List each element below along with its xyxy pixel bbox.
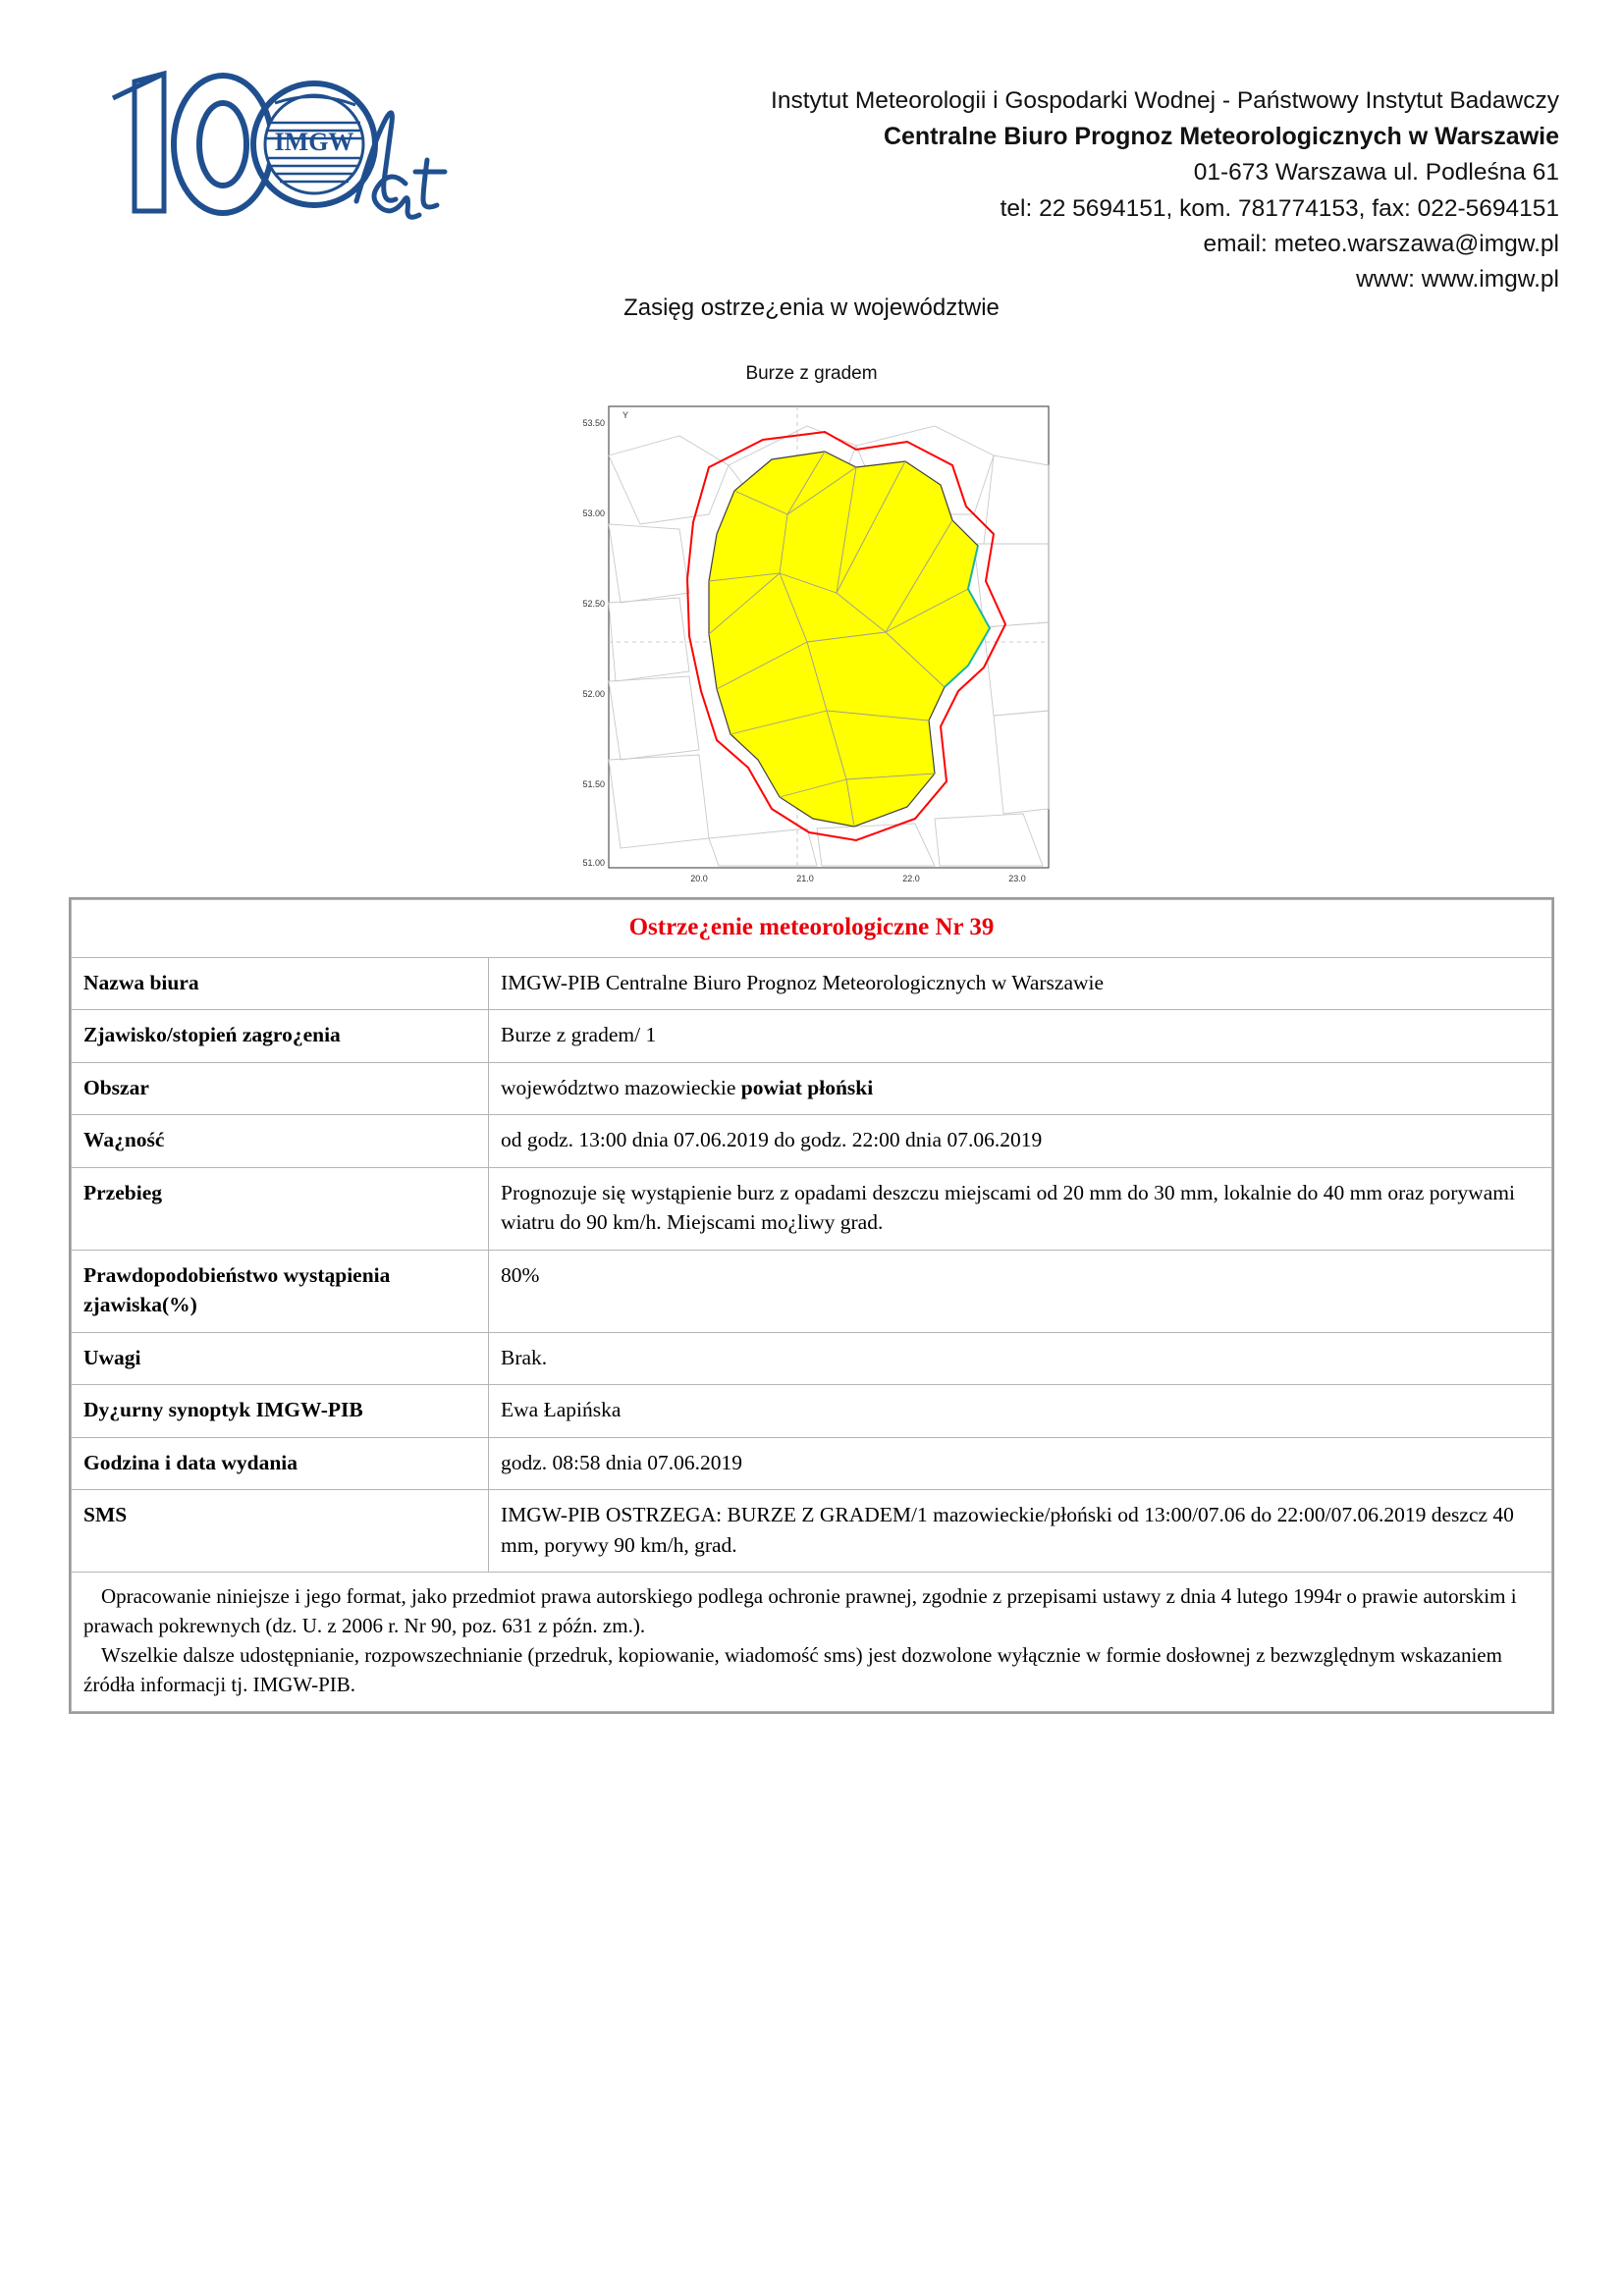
- svg-text:52.00: 52.00: [581, 689, 605, 699]
- table-row: [72, 1437, 1552, 1490]
- copyright-paragraph-2: Wszelkie dalsze udostępnianie, rozpowszechnianie (przedruk, kopiowanie, wiadomość sms) jest dozwolone wyłącznie w formie dosłownej z bezwzględnym wskazaniem źródła informacji tj. IMGW-PIB.: [83, 1642, 1502, 1696]
- svg-text:23.0: 23.0: [1007, 874, 1026, 883]
- row-label-uwagi: Uwagi: [72, 1332, 489, 1385]
- table-row: [72, 1250, 1552, 1332]
- row-value-waznosc: od godz. 13:00 dnia 07.06.2019 do godz. 22:00 dnia 07.06.2019: [489, 1115, 1552, 1168]
- row-value-zjawisko: Burze z gradem/ 1: [489, 1010, 1552, 1063]
- row-label-prawdopodobienstwo: Prawdopodobieństwo wystąpienia zjawiska(%): [72, 1250, 489, 1332]
- header-line-email: email: meteo.warszawa@imgw.pl: [1203, 230, 1559, 257]
- warning-title: Ostrze¿enie meteorologiczne Nr 39: [72, 900, 1552, 958]
- row-label-waznosc: Wa¿ność: [72, 1115, 489, 1168]
- row-label-obszar: Obszar: [72, 1062, 489, 1115]
- row-label-godzina-wydania: Godzina i data wydania: [72, 1437, 489, 1490]
- obszar-powiat: powiat płoński: [740, 1075, 874, 1099]
- table-title-row: [72, 900, 1552, 958]
- copyright-note: [72, 1573, 1552, 1712]
- copyright-paragraph-1: Opracowanie niniejsze i jego format, jako przedmiot prawa autorskiego podlega ochronie prawnej, zgodnie z przepisami ustawy z dnia 4 lutego 1994r o prawie autorskim i prawach pokrewnych (dz. U. z 2006 r. Nr 90, poz. 631 z późn. zm.).: [83, 1584, 1517, 1638]
- row-label-przebieg: Przebieg: [72, 1167, 489, 1250]
- row-value-uwagi: Brak.: [489, 1332, 1552, 1385]
- table-row: [72, 1010, 1552, 1063]
- svg-text:20.0: 20.0: [689, 874, 708, 883]
- table-row: [72, 1167, 1552, 1250]
- row-value-przebieg: Prognozuje się wystąpienie burz z opadami deszczu miejscami od 20 mm do 30 mm, lokalnie do 40 mm oraz porywami wiatru do 90 km/h. Miejscami mo¿liwy grad.: [489, 1167, 1552, 1250]
- row-label-zjawisko: Zjawisko/stopień zagro¿enia: [72, 1010, 489, 1063]
- table-row: [72, 1062, 1552, 1115]
- row-value-nazwa-biura: IMGW-PIB Centralne Biuro Prognoz Meteorologicznych w Warszawie: [489, 957, 1552, 1010]
- table-row: [72, 1490, 1552, 1573]
- header-line-address: 01-673 Warszawa ul. Podleśna 61: [1193, 159, 1559, 187]
- row-label-nazwa-biura: Nazwa biura: [72, 957, 489, 1010]
- table-row: [72, 1115, 1552, 1168]
- row-value-sms: IMGW-PIB OSTRZEGA: BURZE Z GRADEM/1 mazowieckie/płoński od 13:00/07.06 do 22:00/07.06.2019 deszcz 40 mm, porywy 90 km/h, grad.: [489, 1490, 1552, 1573]
- imgw-logo: [74, 54, 486, 250]
- table-row: [72, 957, 1552, 1010]
- page-header: [0, 0, 1623, 293]
- map-section: [0, 294, 1623, 887]
- map-title: Zasięg ostrze¿enia w województwie: [623, 294, 1000, 321]
- table-footer-row: [72, 1573, 1552, 1712]
- row-value-godzina-wydania: godz. 08:58 dnia 07.06.2019: [489, 1437, 1552, 1490]
- svg-text:53.50: 53.50: [581, 418, 605, 428]
- table-row: [72, 1332, 1552, 1385]
- warning-area-map: [562, 397, 1062, 887]
- row-value-obszar: [489, 1062, 1552, 1115]
- svg-text:22.0: 22.0: [901, 874, 920, 883]
- row-value-synoptyk: Ewa Łapińska: [489, 1385, 1552, 1438]
- header-line-phone: tel: 22 5694151, kom. 781774153, fax: 022-5694151: [1000, 194, 1559, 222]
- row-label-sms: SMS: [72, 1490, 489, 1573]
- obszar-region: województwo mazowieckie: [501, 1075, 741, 1099]
- header-line-bureau: Centralne Biuro Prognoz Meteorologicznych w Warszawie: [883, 123, 1559, 151]
- svg-text:21.0: 21.0: [795, 874, 814, 883]
- svg-text:51.00: 51.00: [581, 858, 605, 868]
- svg-text:IMGW: IMGW: [274, 128, 354, 156]
- row-value-prawdopodobienstwo: 80%: [489, 1250, 1552, 1332]
- warning-table: [71, 899, 1552, 1712]
- svg-text:51.50: 51.50: [581, 779, 605, 789]
- header-contact-block: [486, 54, 1579, 297]
- header-line-institute: Instytut Meteorologii i Gospodarki Wodnej - Państwowy Instytut Badawczy: [771, 87, 1559, 114]
- header-line-www: www: www.imgw.pl: [1356, 266, 1559, 293]
- svg-text:52.50: 52.50: [581, 599, 605, 609]
- warning-table-wrapper: [69, 897, 1554, 1714]
- table-row: [72, 1385, 1552, 1438]
- map-subtitle: Burze z gradem: [745, 363, 878, 384]
- svg-text:Y: Y: [622, 410, 628, 420]
- row-label-synoptyk: Dy¿urny synoptyk IMGW-PIB: [72, 1385, 489, 1438]
- svg-text:53.00: 53.00: [581, 508, 605, 518]
